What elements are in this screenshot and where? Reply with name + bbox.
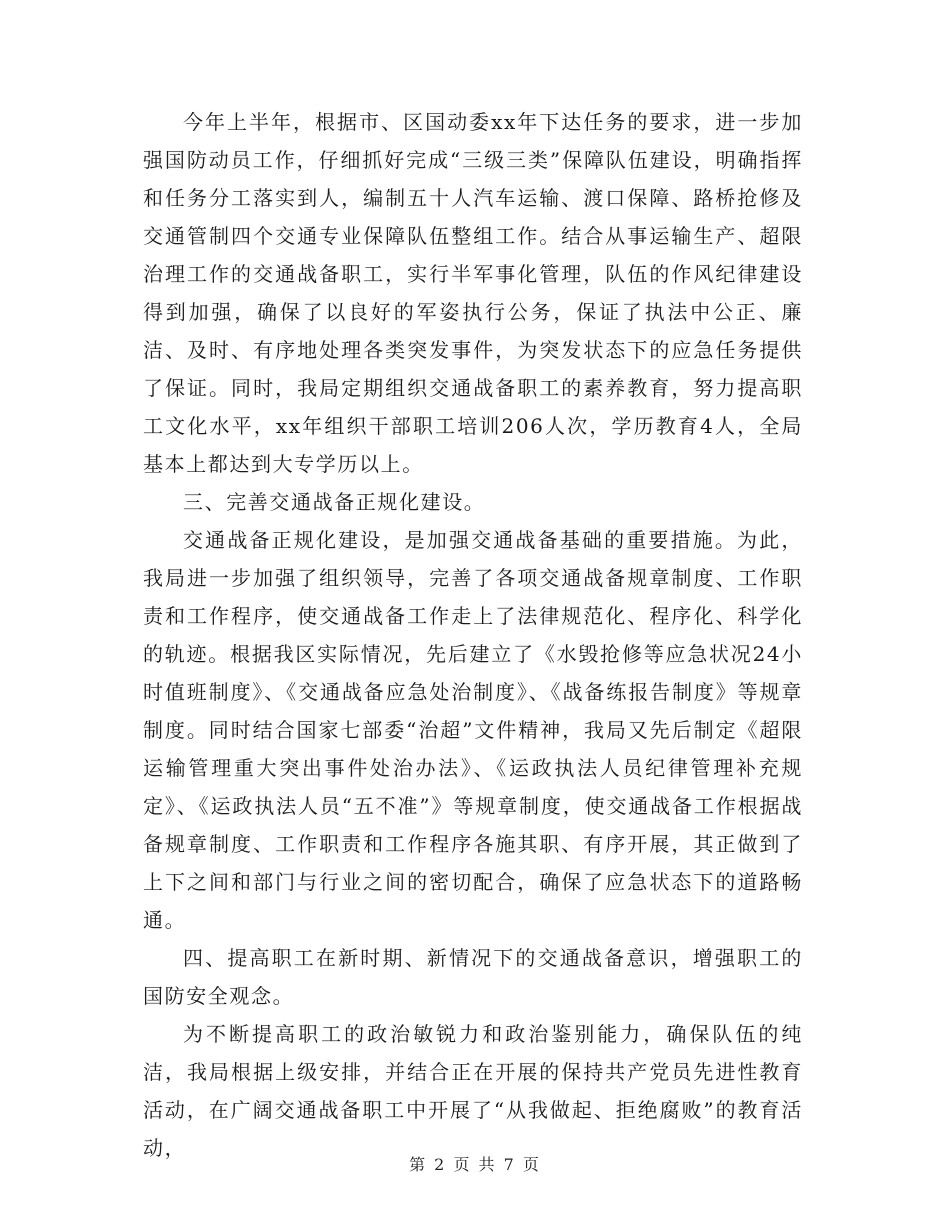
paragraph-regulation-building: 交通战备正规化建设，是加强交通战备基础的重要措施。为此，我局进一步加强了组织领导，完善了各项交通战备规章制度、工作职责和工作程序，使交通战备工作走上了法律规范化、程序化、科学化的轨迹。根据我区实际情况，先后建立了《水毁抢修等应急状况24小时值班制度》、《交通战备应急处治制度》、《战备练报告制度》等规章制度。同时结合国家七部委“治超”文件精神，我局又先后制定《超限运输管理重大突出事件处治办法》、《运政执法人员纪律管理补充规定》、《运政执法人员“五不准”》等规章制度，使交通战备工作根据战备规章制度、工作职责和工作程序各施其职、有序开展，其正做到了上下之间和部门与行业之间的密切配合，确保了应急状态下的道路畅通。 bbox=[143, 528, 803, 932]
section-heading-4: 四、提高职工在新时期、新情况下的交通战备意识，增强职工的国防安全观念。 bbox=[143, 946, 803, 1008]
page-footer: 第 2 页 共 7 页 bbox=[409, 1155, 541, 1174]
section-heading-3: 三、完善交通战备正规化建设。 bbox=[183, 490, 486, 514]
document-body bbox=[143, 103, 803, 1167]
paragraph-education-activity: 为不断提高职工的政治敏锐力和政治鉴别能力，确保队伍的纯洁，我局根据上级安排，并结合正在开展的保持共产党员先进性教育活动，在广阔交通战备职工中开展了“从我做起、拒绝腐败”的教育活动， bbox=[143, 1022, 803, 1160]
paragraph-work-summary: 今年上半年，根据市、区国动委xx年下达任务的要求，进一步加强国防动员工作，仔细抓好完成“三级三类”保障队伍建设，明确指挥和任务分工落实到人，编制五十人汽车运输、渡口保障、路桥抢修及交通管制四个交通专业保障队伍整组工作。结合从事运输生产、超限治理工作的交通战备职工，实行半军事化管理，队伍的作风纪律建设得到加强，确保了以良好的军姿执行公务，保证了执法中公正、廉洁、及时、有序地处理各类突发事件，为突发状态下的应急任务提供了保证。同时，我局定期组织交通战备职工的素养教育，努力提高职工文化水平，xx年组织干部职工培训206人次，学历教育4人，全局基本上都达到大专学历以上。 bbox=[143, 110, 803, 476]
